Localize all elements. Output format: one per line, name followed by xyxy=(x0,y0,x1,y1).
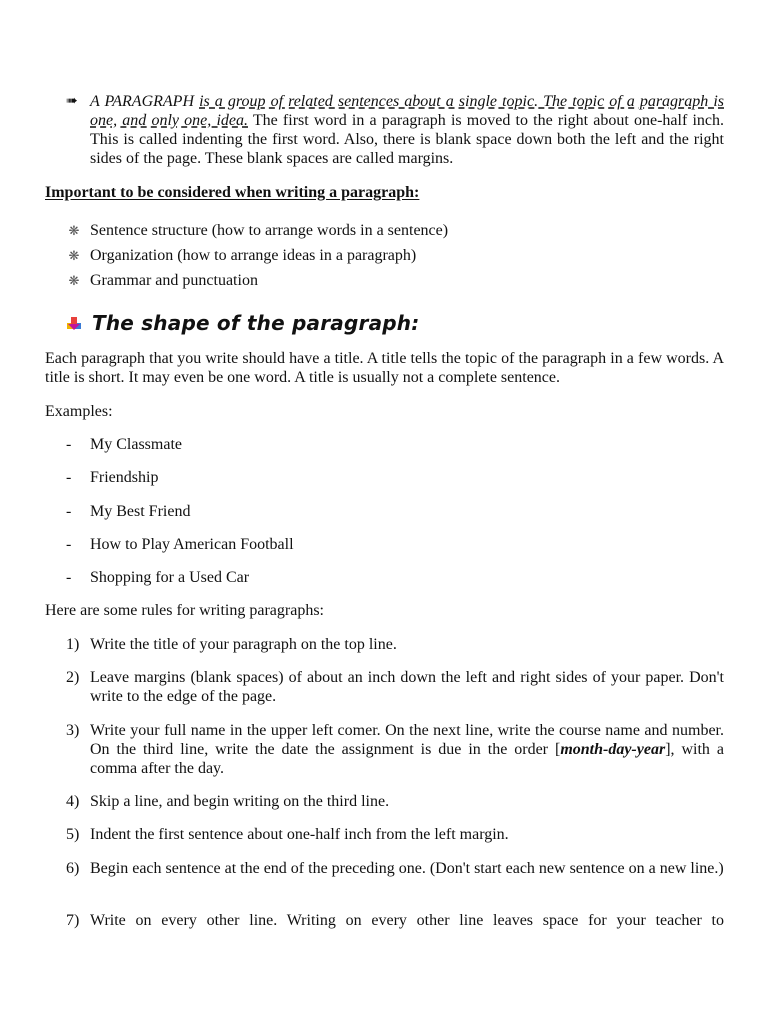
snowflake-bullet-icon: ❋ xyxy=(68,248,80,263)
example-item: Shopping for a Used Car xyxy=(90,569,250,586)
dash-bullet: - xyxy=(66,436,72,453)
arrow-bullet-icon: ➠ xyxy=(66,94,78,109)
rule-number: 6) xyxy=(66,860,80,877)
rule-text-part: Write your full name in the upper left comer. On the next line, write the course name and number. On the third line, write the date the assignment is due in the order [ xyxy=(90,722,724,758)
rule-number: 3) xyxy=(66,722,80,739)
date-order-emphasis: month-day-year xyxy=(560,741,666,758)
rule-text-part: ], with a comma after the day. xyxy=(90,741,724,777)
rule-text: Begin each sentence at the end of the preceding one. (Don't start each new sentence on a new line.) xyxy=(90,860,724,877)
rule-number: 5) xyxy=(66,826,80,843)
intro-underlined-definition: is a group of related sentences about a single topic. The topic of a paragraph is one, and only one, idea. xyxy=(90,93,725,129)
section-title-shape: The shape of the paragraph: xyxy=(92,311,420,335)
important-heading: Important to be considered when writing a paragraph: xyxy=(45,184,420,201)
example-item: How to Play American Football xyxy=(90,536,294,553)
consideration-item: Grammar and punctuation xyxy=(90,272,258,289)
rule-number: 1) xyxy=(66,636,80,653)
snowflake-bullet-icon: ❋ xyxy=(68,273,80,288)
rule-text: Indent the first sentence about one-half inch from the left margin. xyxy=(90,826,509,843)
rules-intro: Here are some rules for writing paragraphs: xyxy=(45,602,324,619)
rule-text: Write the title of your paragraph on the top line. xyxy=(90,636,397,653)
rule-number: 4) xyxy=(66,793,80,810)
dash-bullet: - xyxy=(66,503,72,520)
dash-bullet: - xyxy=(66,469,72,486)
dash-bullet: - xyxy=(66,536,72,553)
examples-label: Examples: xyxy=(45,403,113,420)
example-item: Friendship xyxy=(90,469,159,486)
rule-number: 2) xyxy=(66,669,80,686)
rule-text xyxy=(90,721,724,778)
example-item: My Classmate xyxy=(90,436,182,453)
rule-text: Leave margins (blank spaces) of about an inch down the left and right sides of your paper. Don't write to the edge of the page. xyxy=(90,669,724,705)
consideration-item: Sentence structure (how to arrange words in a sentence) xyxy=(90,222,449,239)
intro-rest: The first word in a paragraph is moved to the right about one-half inch. This is called indenting the first word. Also, there is blank space down both the left and the right sides of the page. These blank spaces are called margins. xyxy=(90,112,725,167)
snowflake-bullet-icon: ❋ xyxy=(68,223,80,238)
rule-text: Skip a line, and begin writing on the third line. xyxy=(90,793,390,810)
shape-paragraph: Each paragraph that you write should have a title. A title tells the topic of the paragraph in a few words. A title is short. It may even be one word. A title is usually not a complete sentence. xyxy=(45,350,724,386)
intro-paragraph xyxy=(90,92,724,168)
rule-number: 7) xyxy=(66,912,80,929)
intro-lead: A PARAGRAPH xyxy=(90,93,195,110)
rule-text: Write on every other line. Writing on every other line leaves space for your teacher to xyxy=(90,912,724,929)
dash-bullet: - xyxy=(66,569,72,586)
example-item: My Best Friend xyxy=(90,503,191,520)
colorful-arrow-bullet-icon xyxy=(66,315,82,331)
consideration-item: Organization (how to arrange ideas in a paragraph) xyxy=(90,247,417,264)
